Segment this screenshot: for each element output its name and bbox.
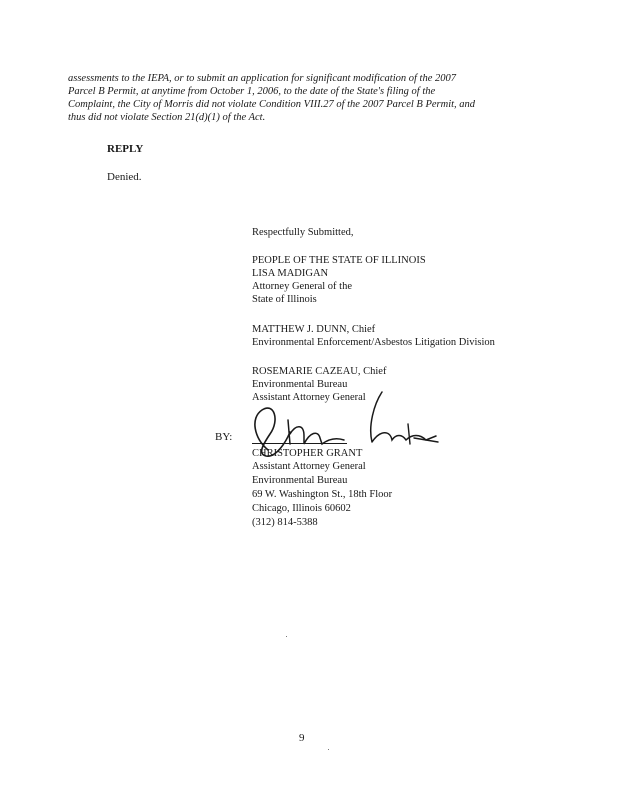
party-line: LISA MADIGAN [252, 268, 329, 279]
party-line: PEOPLE OF THE STATE OF ILLINOIS [252, 255, 426, 266]
signer-bureau: Environmental Bureau [252, 475, 348, 486]
chief-division: Environmental Enforcement/Asbestos Litigation Division [252, 337, 495, 348]
body-paragraph [68, 72, 548, 124]
handwritten-signature [240, 380, 450, 460]
page-number: 9 [299, 732, 305, 744]
scan-speck [286, 636, 287, 637]
address-line: 69 W. Washington St., 18th Floor [252, 489, 393, 500]
scan-speck [328, 749, 329, 750]
party-line: State of Illinois [252, 294, 317, 305]
body-line: assessments to the IEPA, or to submit an application for significant modification of the 2007 [68, 73, 457, 84]
chief-bureau: Environmental Bureau [252, 379, 348, 390]
body-line: Parcel B Permit, at anytime from October 1, 2006, to the date of the State's filing of the [68, 86, 436, 97]
chief-name: MATTHEW J. DUNN, Chief [252, 324, 376, 335]
reply-heading: REPLY [107, 143, 144, 155]
by-label: BY: [215, 431, 233, 443]
signer-name: CHRISTOPHER GRANT [252, 448, 363, 459]
closing-line: Respectfully Submitted, [252, 227, 354, 238]
chief-title: Assistant Attorney General [252, 392, 366, 403]
address-line: Chicago, Illinois 60602 [252, 503, 351, 514]
body-line: Complaint, the City of Morris did not violate Condition VIII.27 of the 2007 Parcel B Permit, and [68, 99, 476, 110]
party-line: Attorney General of the [252, 281, 353, 292]
signer-title: Assistant Attorney General [252, 461, 366, 472]
phone-line: (312) 814-5388 [252, 517, 318, 528]
reply-body: Denied. [107, 171, 142, 183]
body-line: thus did not violate Section 21(d)(1) of the Act. [68, 112, 266, 123]
chief-name: ROSEMARIE CAZEAU, Chief [252, 366, 387, 377]
